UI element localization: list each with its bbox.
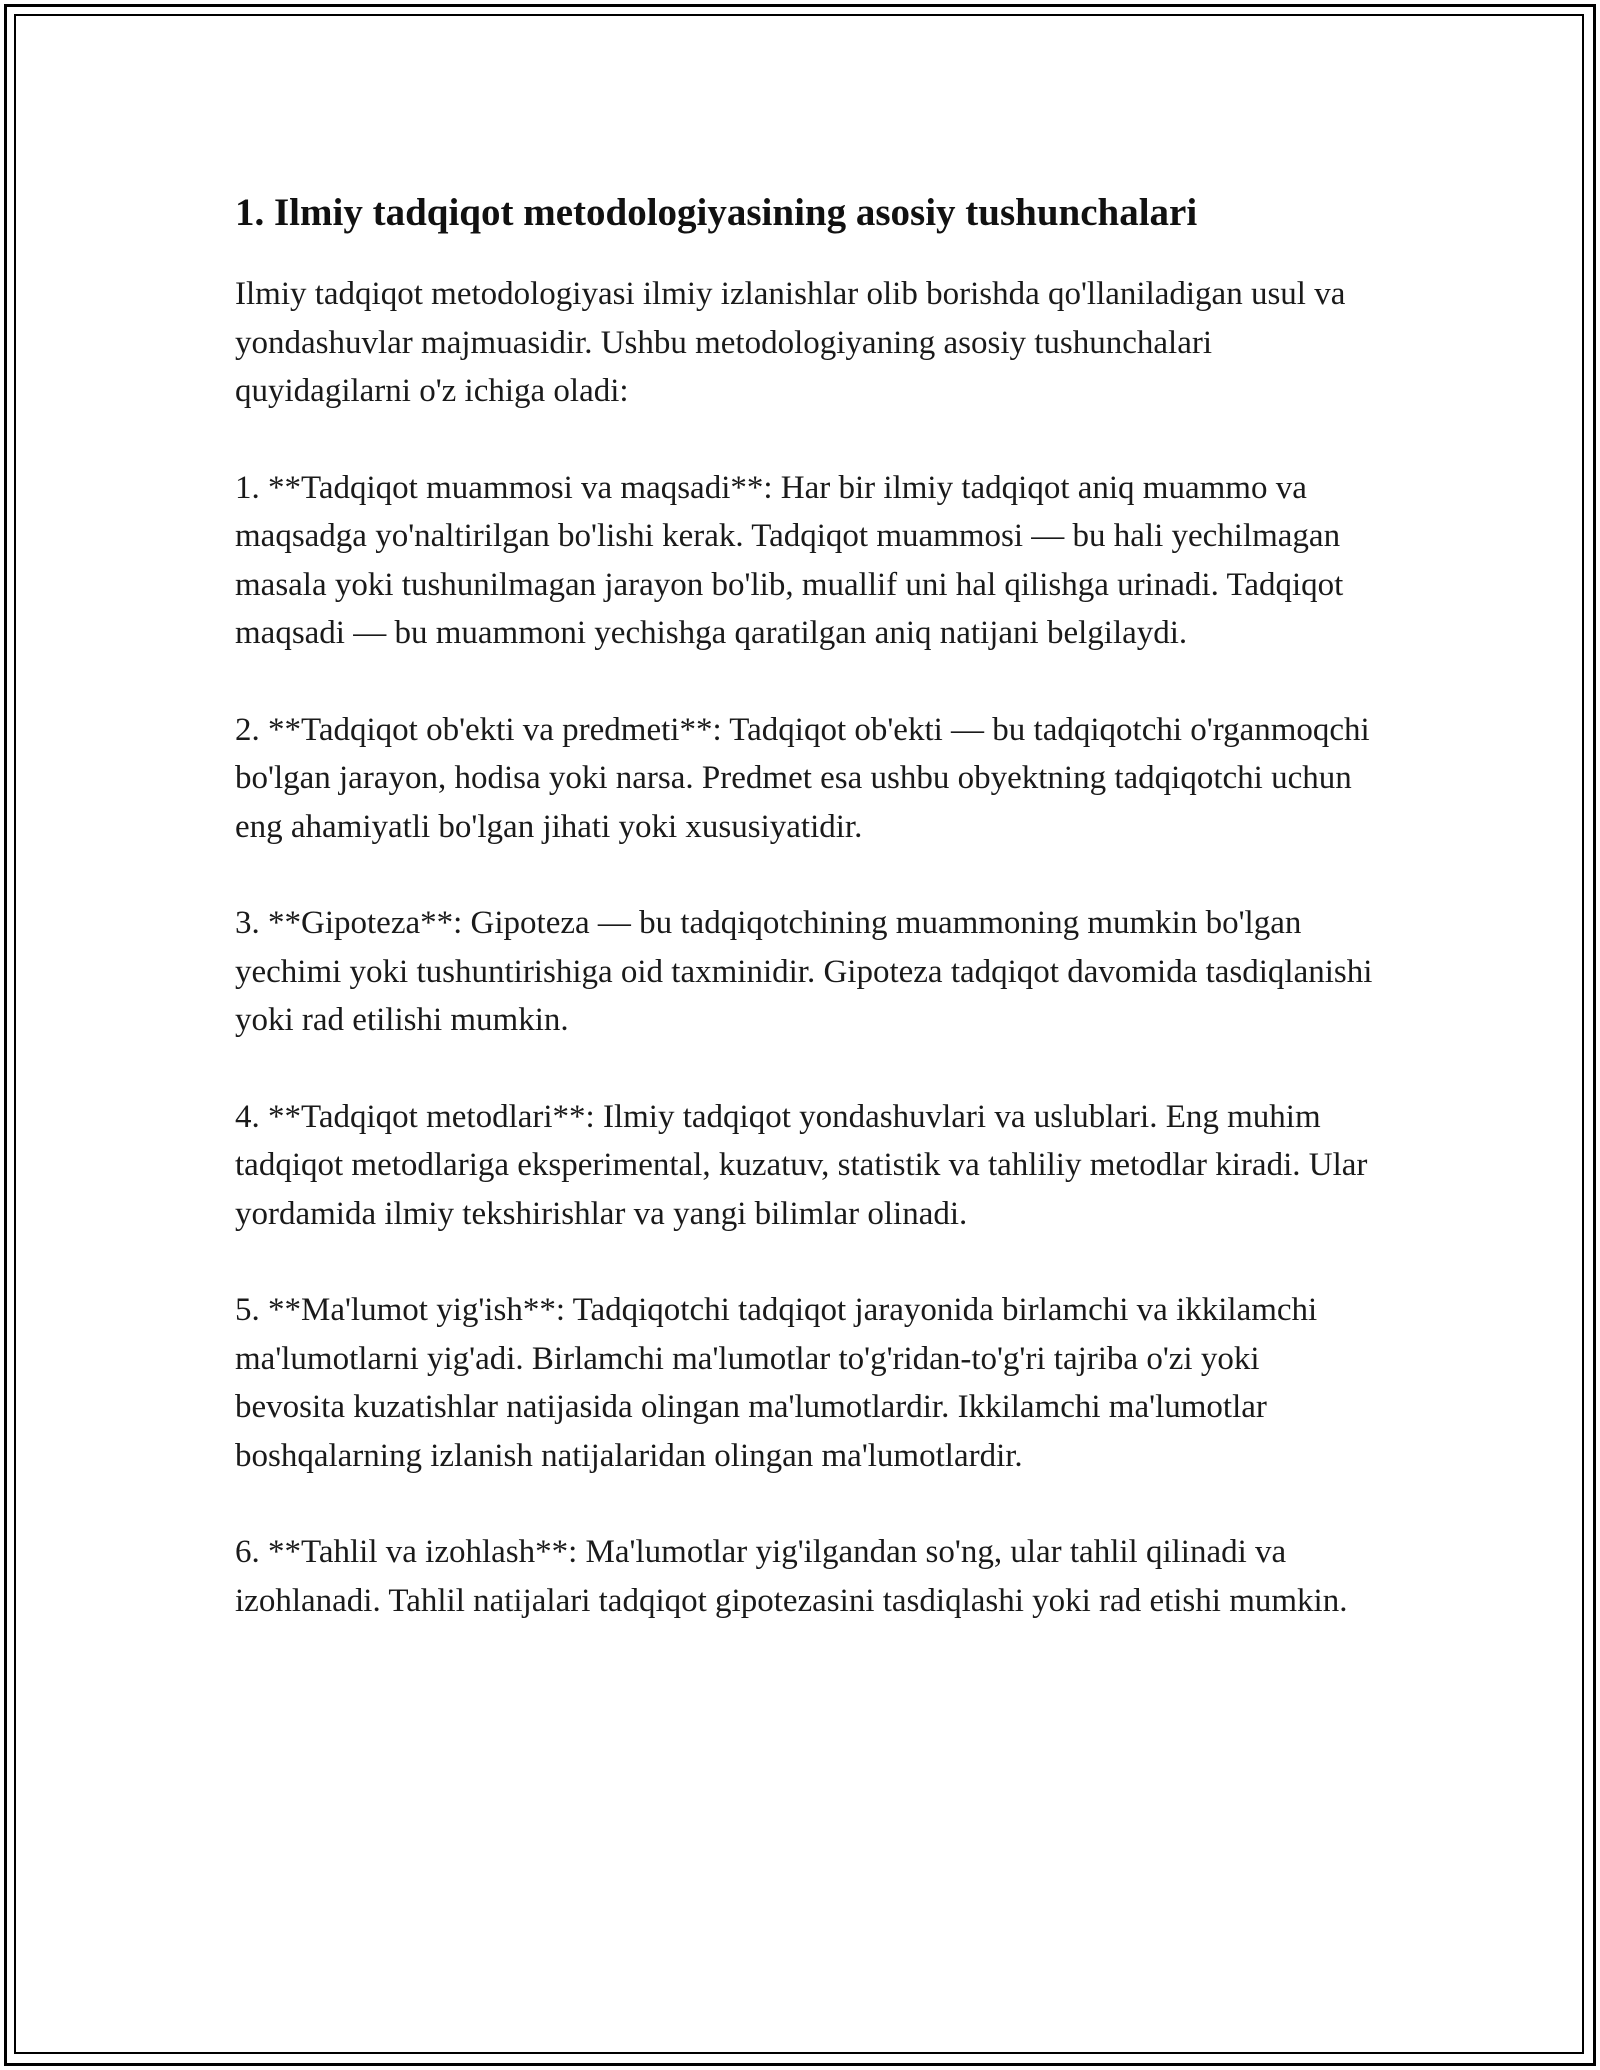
paragraph-analysis: 6. **Tahlil va izohlash**: Ma'lumotlar yig'ilgandan so'ng, ular tahlil qilinadi va izohlanadi. Tahlil natijalari tadqiqot gipotezasini tasdiqlashi yoki rad etishi mumkin. [235, 1534, 1348, 1619]
paragraph-hypothesis: 3. **Gipoteza**: Gipoteza — bu tadqiqotchining muammoning mumkin bo'lgan yechimi yoki tushuntirishiga oid taxminidir. Gipoteza tadqiqot davomida tasdiqlanishi yoki rad etilishi mumkin. [235, 905, 1373, 1038]
paragraph-research-problem: 1. **Tadqiqot muammosi va maqsadi**: Har bir ilmiy tadqiqot aniq muammo va maqsadga yo'naltirilgan bo'lishi kerak. Tadqiqot muammosi — bu hali yechilmagan masala yoki tushunilmagan jarayon bo'lib, muallif uni hal qilishga urinadi. Tadqiqot maqsadi — bu muammoni yechishga qaratilgan aniq natijani belgilaydi. [235, 469, 1344, 651]
document-body [235, 186, 1375, 1673]
paragraph-research-object: 2. **Tadqiqot ob'ekti va predmeti**: Tadqiqot ob'ekti — bu tadqiqotchi o'rganmoqchi bo'lgan jarayon, hodisa yoki narsa. Predmet esa ushbu obyektning tadqiqotchi uchun eng ahamiyatli bo'lgan jihati yoki xususiyatidir. [235, 711, 1370, 845]
intro-paragraph: Ilmiy tadqiqot metodologiyasi ilmiy izlanishlar olib borishda qo'llaniladigan usul va yondashuvlar majmuasidir. Ushbu metodologiyaning asosiy tushunchalari quyidagilarni o'z ichiga oladi: [235, 276, 1346, 409]
section-title: 1. Ilmiy tadqiqot metodologiyasining asosiy tushunchalari [235, 191, 1198, 234]
paragraph-research-methods: 4. **Tadqiqot metodlari**: Ilmiy tadqiqot yondashuvlari va uslublari. Eng muhim tadqiqot metodlariga eksperimental, kuzatuv, statistik va tahliliy metodlar kiradi. Ular yordamida ilmiy tekshirishlar va yangi bilimlar olinadi. [235, 1098, 1368, 1232]
paragraph-data-collection: 5. **Ma'lumot yig'ish**: Tadqiqotchi tadqiqot jarayonida birlamchi va ikkilamchi ma'lumotlarni yig'adi. Birlamchi ma'lumotlar to'g'ridan-to'g'ri tajriba o'zi yoki bevosita kuzatishlar natijasida olingan ma'lumotlardir. Ikkilamchi ma'lumotlar boshqalarning izlanish natijalaridan olingan ma'lumotlardir. [235, 1292, 1318, 1474]
